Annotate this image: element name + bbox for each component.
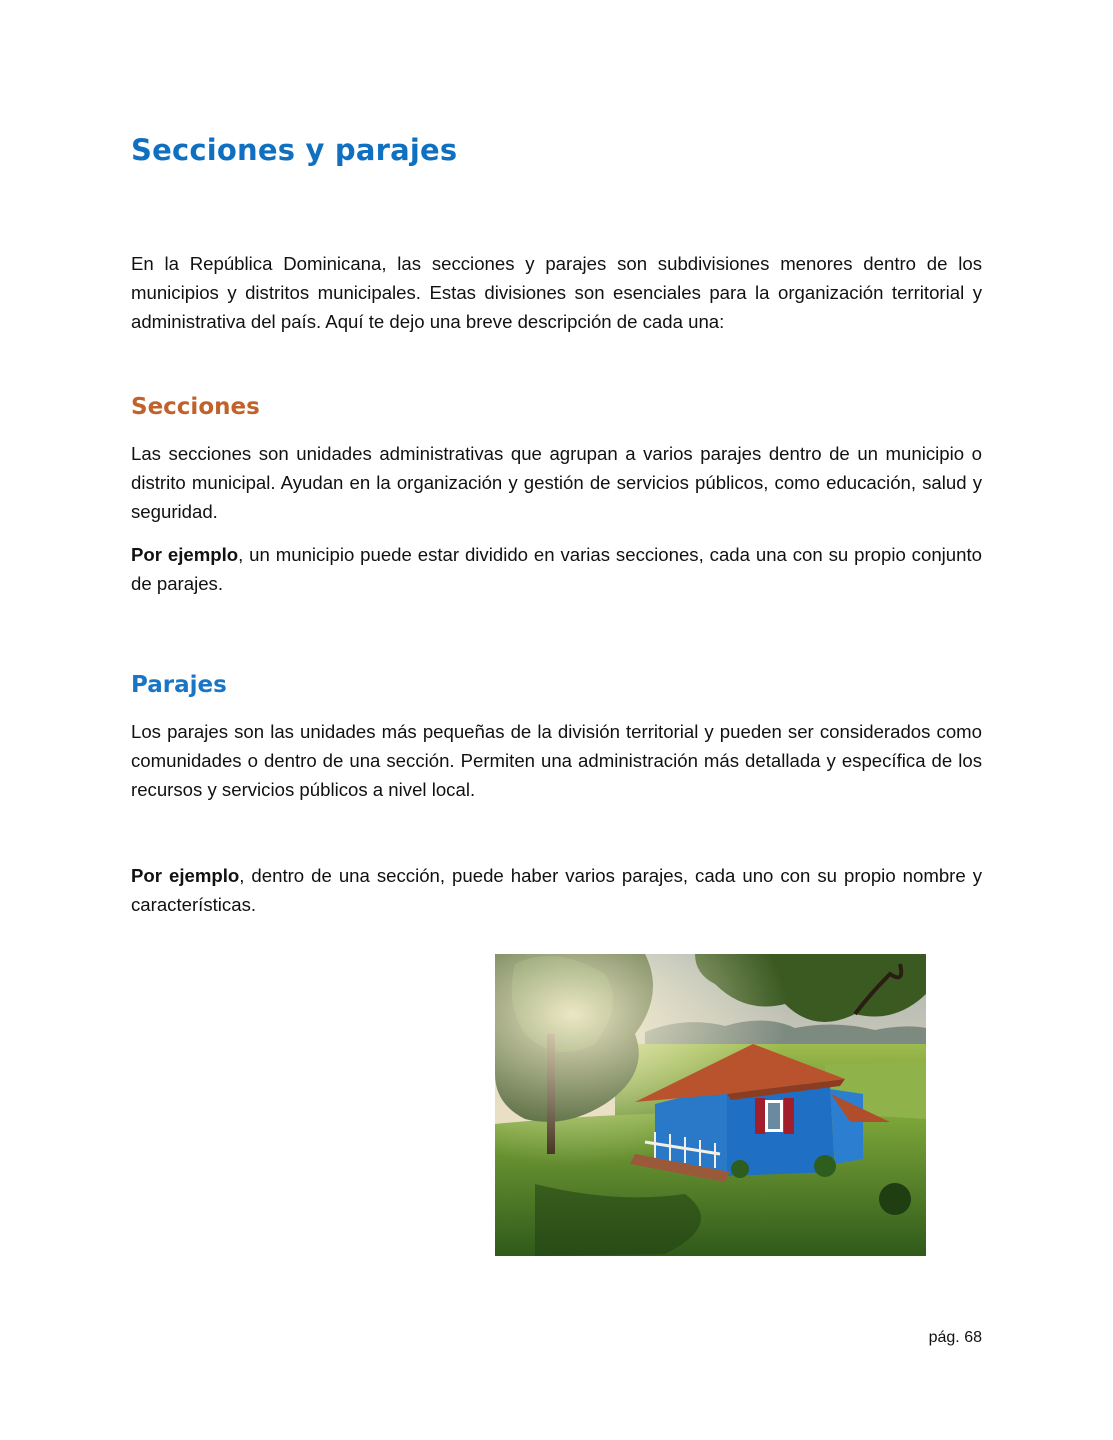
secciones-body: Las secciones son unidades administrativas que agrupan a varios parajes dentro de un municipio o distrito municipal. Ayudan en la organización y gestión de servicios públicos, como educación, salud y seguridad. (131, 443, 982, 522)
secciones-example (131, 540, 982, 598)
parajes-body: Los parajes son las unidades más pequeñas de la división territorial y pueden ser considerados como comunidades o dentro de una sección. Permiten una administración más detallada y específica de los recursos y servicios públicos a nivel local. (131, 721, 982, 800)
parajes-example (131, 861, 982, 919)
parajes-heading: Parajes (131, 672, 227, 698)
parajes-example-bold: Por ejemplo (131, 865, 240, 886)
intro-paragraph: En la República Dominicana, las secciones y parajes son subdivisiones menores dentro de los municipios y distritos municipales. Estas divisiones son esenciales para la organización territorial y administrativa del país. Aquí te dejo una breve descripción de cada una: (131, 253, 982, 332)
secciones-heading: Secciones (131, 394, 260, 420)
page-title: Secciones y parajes (131, 133, 458, 167)
page-number: pág. 68 (928, 1329, 982, 1346)
parajes-example-text: , dentro de una sección, puede haber varios parajes, cada uno con su propio nombre y características. (131, 865, 982, 915)
secciones-example-bold: Por ejemplo (131, 544, 239, 565)
rural-house-photo (495, 954, 926, 1256)
secciones-example-text: , un municipio puede estar dividido en varias secciones, cada una con su propio conjunto de parajes. (131, 544, 982, 594)
